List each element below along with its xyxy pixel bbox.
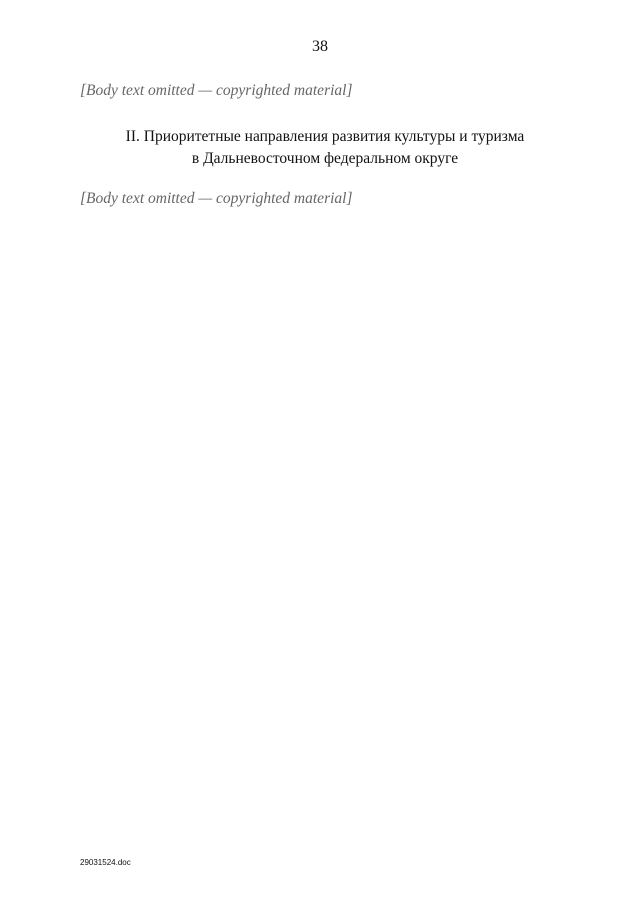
footer-doc-code: 29031524.doc — [80, 858, 131, 867]
document-body — [80, 70, 570, 210]
omitted-text-note: [Body text omitted — copyrighted material] — [80, 82, 353, 99]
section-heading — [80, 126, 570, 170]
section-heading-line-2: в Дальневосточном федеральном округе — [191, 150, 459, 167]
omitted-text-note-2: [Body text omitted — copyrighted material] — [80, 190, 353, 207]
section-heading-line-1: II. Приоритетные направления развития культуры и туризма — [125, 128, 525, 145]
page-number: 38 — [312, 38, 328, 55]
